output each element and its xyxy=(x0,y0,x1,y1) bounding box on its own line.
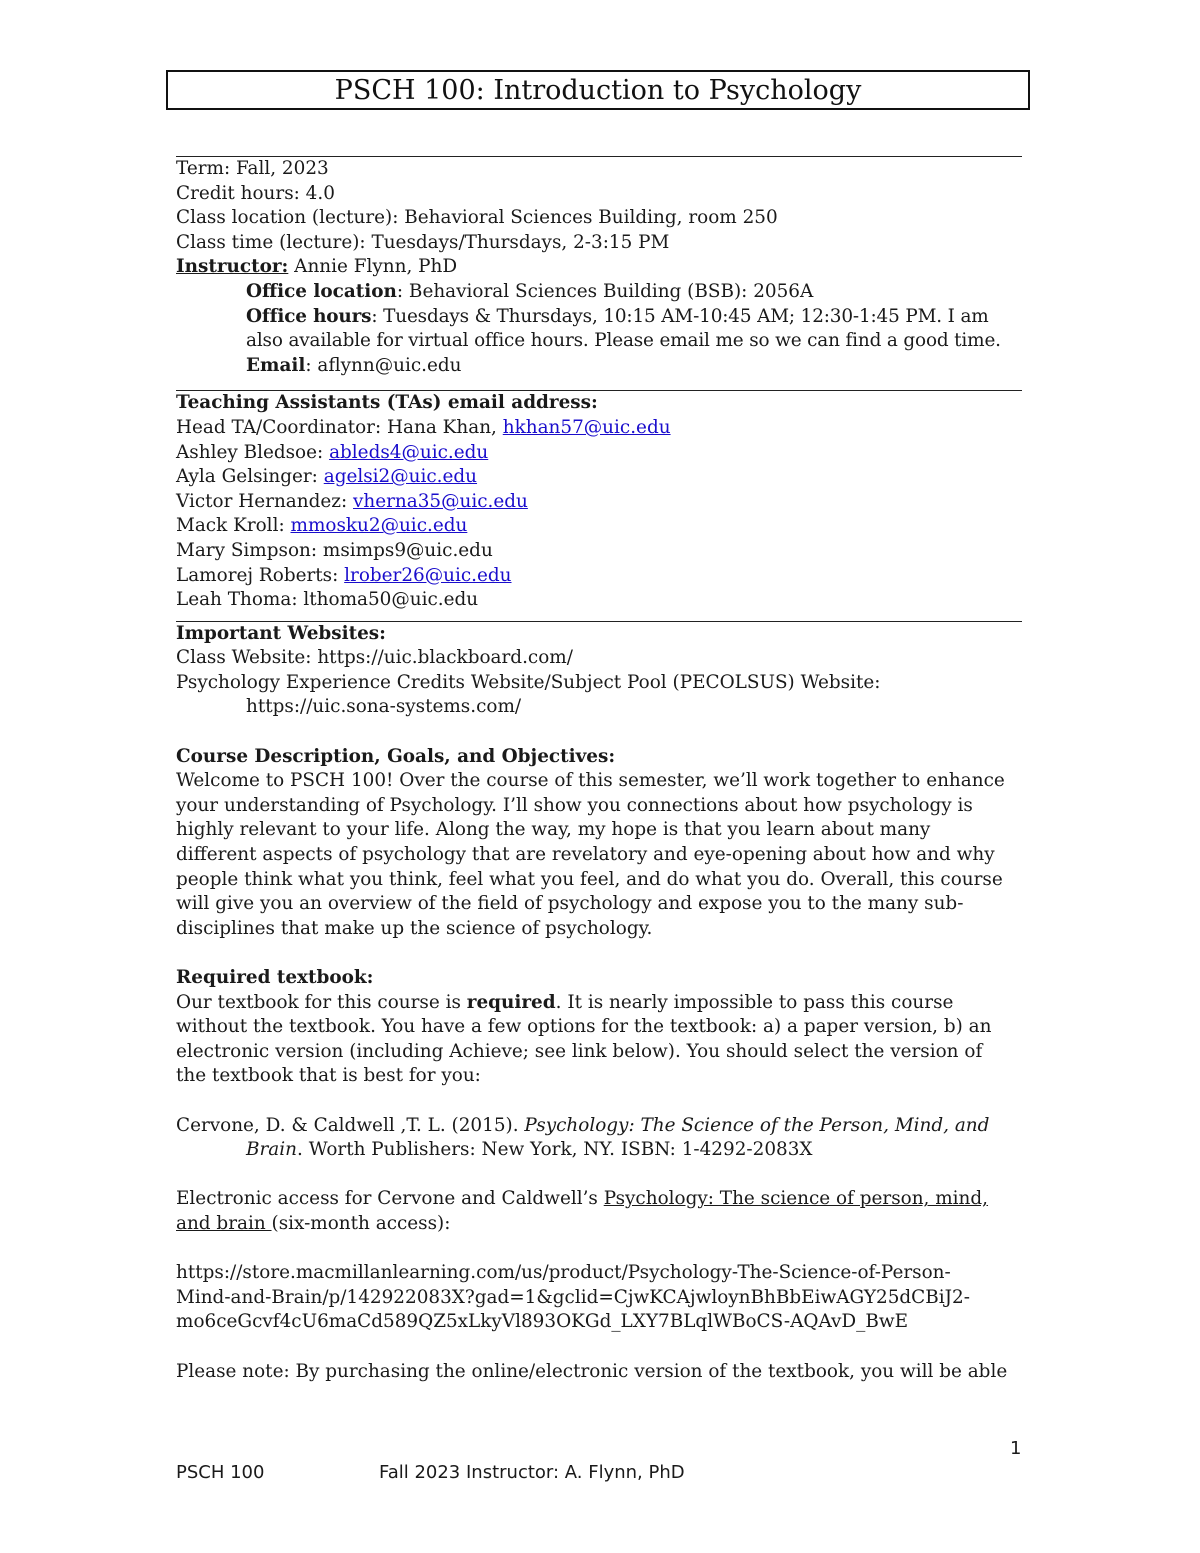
ta-name: Lamorej Roberts: xyxy=(176,564,345,586)
class-website-line[interactable]: Class Website: https://uic.blackboard.com/ xyxy=(176,647,573,669)
websites-heading: Important Websites: xyxy=(176,622,386,644)
description-line: highly relevant to your life. Along the way, my hope is that you learn about many xyxy=(176,819,931,841)
class-location-line: Class location (lecture): Behavioral Sciences Building, room 250 xyxy=(176,207,778,229)
email-value: : aflynn@uic.edu xyxy=(305,354,462,376)
ta-email[interactable]: ableds4@uic.edu xyxy=(329,441,489,463)
ta-email: msimps9@uic.edu xyxy=(322,539,493,561)
electronic-access-duration: (six-month access): xyxy=(271,1212,451,1234)
course-title: PSCH 100: Introduction to Psychology xyxy=(334,74,862,106)
ta-entry xyxy=(176,441,1022,466)
ta-name: Mary Simpson: xyxy=(176,539,323,561)
ta-email[interactable]: agelsi2@uic.edu xyxy=(323,466,478,488)
electronic-access-text: Electronic access for Cervone and Caldwell’s xyxy=(176,1188,604,1210)
course-title-box xyxy=(166,70,1030,110)
office-hours-value: : Tuesdays & Thursdays, 10:15 AM-10:45 AM; 12:30-1:45 PM. I am xyxy=(371,305,989,327)
ta-email[interactable]: lrober26@uic.edu xyxy=(344,564,512,586)
description-heading: Course Description, Goals, and Objectives: xyxy=(176,745,616,767)
ta-entry xyxy=(176,588,1022,613)
description-line: your understanding of Psychology. I’ll show you connections about how psychology is xyxy=(176,794,973,816)
description-line: will give you an overview of the field of psychology and expose you to the many sub- xyxy=(176,893,964,915)
subject-pool-url[interactable]: https://uic.sona-systems.com/ xyxy=(246,696,522,718)
office-location-line xyxy=(176,280,1022,305)
electronic-access-line-2 xyxy=(176,1212,1022,1237)
citation-authors: Cervone, D. & Caldwell ,T. L. (2015). xyxy=(176,1114,525,1136)
citation-title: Psychology: The Science of the Person, Mind, and xyxy=(524,1114,990,1136)
store-url-line[interactable]: https://store.macmillanlearning.com/us/product/Psychology-The-Science-of-Person- xyxy=(176,1262,951,1284)
ta-name: Leah Thoma: xyxy=(176,589,304,611)
office-location-value: : Behavioral Sciences Building (BSB): 2056A xyxy=(396,280,814,302)
description-line: different aspects of psychology that are revelatory and eye-opening about how and why xyxy=(176,844,995,866)
required-emphasis: required xyxy=(466,991,556,1013)
ta-entry xyxy=(176,416,1022,441)
purchase-note: Please note: By purchasing the online/electronic version of the textbook, you will be able xyxy=(176,1360,1008,1382)
footer-course: PSCH 100 xyxy=(176,1462,265,1483)
office-hours-line xyxy=(176,305,1022,330)
credit-hours-line: Credit hours: 4.0 xyxy=(176,182,335,204)
citation-publisher: . Worth Publishers: New York, NY. ISBN: 1-4292-2083X xyxy=(297,1139,813,1161)
ta-email: lthoma50@uic.edu xyxy=(303,589,479,611)
instructor-label: Instructor: xyxy=(176,256,289,278)
description-line: people think what you think, feel what you feel, and do what you do. Overall, this course xyxy=(176,868,1003,890)
electronic-access-link[interactable]: Psychology: The science of person, mind, xyxy=(603,1188,989,1210)
citation-line xyxy=(176,1114,1022,1139)
textbook-paragraph xyxy=(176,1015,1022,1089)
textbook-line: electronic version (including Achieve; see link below). You should select the version of xyxy=(176,1040,983,1062)
office-location-label: Office location xyxy=(246,280,397,302)
ta-entry xyxy=(176,564,1022,589)
instructor-name: Annie Flynn, PhD xyxy=(288,256,458,278)
email-line xyxy=(176,354,1022,379)
description-line: Welcome to PSCH 100! Over the course of this semester, we’ll work together to enhance xyxy=(176,770,1005,792)
term-line: Term: Fall, 2023 xyxy=(176,158,329,179)
ta-name: Mack Kroll: xyxy=(176,515,291,537)
class-time-line: Class time (lecture): Tuesdays/Thursdays, 2-3:15 PM xyxy=(176,231,670,253)
textbook-text: Our textbook for this course is xyxy=(176,991,467,1013)
office-hours-line-2: also available for virtual office hours. Please email me so we can find a good time. xyxy=(246,330,1001,352)
ta-name: Ayla Gelsinger: xyxy=(176,466,324,488)
ta-email[interactable]: vherna35@uic.edu xyxy=(353,490,528,512)
ta-heading: Teaching Assistants (TAs) email address: xyxy=(176,392,598,414)
citation-title-end: Brain xyxy=(246,1139,297,1161)
description-line: disciplines that make up the science of psychology. xyxy=(176,917,653,939)
ta-entry xyxy=(176,539,1022,564)
electronic-access-link-end[interactable]: and brain xyxy=(176,1212,272,1234)
ta-email[interactable]: mmosku2@uic.edu xyxy=(290,515,468,537)
ta-name: Victor Hernandez: xyxy=(176,490,353,512)
ta-email[interactable]: hkhan57@uic.edu xyxy=(502,416,671,438)
ta-list xyxy=(176,416,1022,613)
ta-entry xyxy=(176,465,1022,490)
office-hours-label: Office hours xyxy=(246,305,372,327)
textbook-line xyxy=(176,991,1022,1016)
textbook-heading: Required textbook: xyxy=(176,967,374,988)
ta-entry xyxy=(176,514,1022,539)
store-url-line[interactable]: mo6ceGcvf4cU6maCd589QZ5xLkyVl893OKGd_LXY7BLqlWBoCS-AQAvD_BwE xyxy=(176,1311,909,1333)
email-label: Email xyxy=(246,354,306,376)
electronic-access-line xyxy=(176,1187,1022,1212)
ta-name: Ashley Bledsoe: xyxy=(176,441,330,463)
textbook-line: without the textbook. You have a few options for the textbook: a) a paper version, b) an xyxy=(176,1016,992,1038)
citation-line-2 xyxy=(176,1138,1022,1163)
subject-pool-label: Psychology Experience Credits Website/Subject Pool (PECOLSUS) Website: xyxy=(176,671,881,693)
instructor-line xyxy=(176,255,1022,280)
textbook-line: the textbook that is best for you: xyxy=(176,1065,481,1087)
footer-term-instructor: Fall 2023 Instructor: A. Flynn, PhD xyxy=(379,1462,685,1483)
page-number: 1 xyxy=(1010,1438,1022,1459)
description-paragraph xyxy=(176,769,1022,941)
textbook-text: . It is nearly impossible to pass this course xyxy=(555,991,954,1013)
ta-name: Head TA/Coordinator: Hana Khan, xyxy=(176,416,503,438)
store-url[interactable] xyxy=(176,1261,1022,1335)
ta-entry xyxy=(176,490,1022,515)
syllabus-content xyxy=(176,156,1022,1384)
store-url-line[interactable]: Mind-and-Brain/p/142922083X?gad=1&gclid=CjwKCAjwloynBhBbEiwAGY25dCBiJ2- xyxy=(176,1286,970,1308)
